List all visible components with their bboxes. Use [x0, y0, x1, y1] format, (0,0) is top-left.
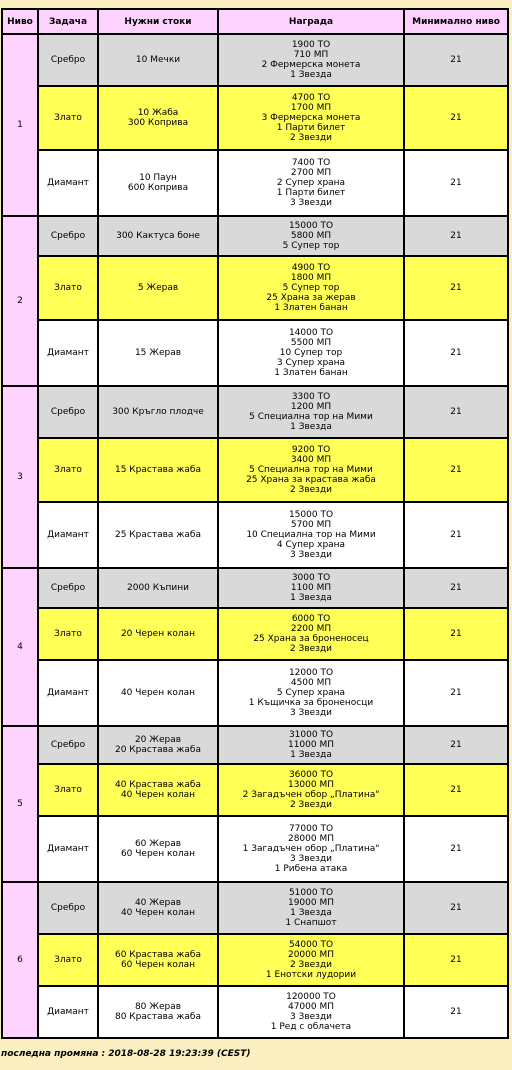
task-type-cell: Злато — [38, 438, 98, 502]
reward-cell — [218, 764, 404, 816]
task-type-cell: Диамант — [38, 502, 98, 568]
goods-cell — [98, 882, 218, 934]
reward-cell — [218, 568, 404, 608]
goods-line: 300 Коприва — [127, 118, 189, 128]
reward-line: 4900 ТО — [291, 263, 331, 273]
reward-line: 2 Загадъчен обор „Платина" — [242, 790, 380, 800]
min-level-cell: 21 — [404, 320, 508, 386]
reward-line: 1 Енотски лудории — [265, 970, 357, 980]
reward-line: 5500 МП — [290, 338, 332, 348]
reward-line: 54000 ТО — [288, 940, 334, 950]
task-type-cell: Сребро — [38, 34, 98, 86]
reward-line: 10 Специална тор на Мими — [246, 530, 376, 540]
reward-line: 2 Звезди — [289, 644, 333, 654]
reward-line: 1 Ред с облачета — [270, 1022, 352, 1032]
reward-cell — [218, 502, 404, 568]
level-cell: 1 — [2, 34, 38, 216]
reward-line: 25 Храна за броненосец — [253, 634, 369, 644]
table-row — [2, 726, 508, 764]
reward-line: 1700 МП — [290, 103, 332, 113]
header-reward: Награда — [218, 9, 404, 34]
goods-cell — [98, 568, 218, 608]
reward-line: 1900 ТО — [291, 40, 331, 50]
min-level-cell: 21 — [404, 608, 508, 660]
min-level-cell: 21 — [404, 216, 508, 256]
goods-line: 80 Жерав — [134, 1002, 182, 1012]
reward-line: 5 Специална тор на Мими — [249, 412, 373, 422]
reward-line: 1 Звезда — [290, 908, 332, 918]
goods-line: 60 Черен колан — [120, 960, 196, 970]
reward-cell — [218, 86, 404, 150]
goods-line: 60 Жерав — [134, 839, 182, 849]
table-row — [2, 256, 508, 320]
reward-line: 3 Звезди — [289, 854, 333, 864]
min-level-cell: 21 — [404, 816, 508, 882]
min-level-cell: 21 — [404, 34, 508, 86]
task-type-cell: Сребро — [38, 882, 98, 934]
goods-line: 15 Крастава жаба — [114, 465, 201, 475]
goods-line: 25 Крастава жаба — [114, 530, 201, 540]
task-type-cell: Диамант — [38, 986, 98, 1038]
reward-line: 3 Звезди — [289, 1012, 333, 1022]
goods-cell — [98, 34, 218, 86]
goods-cell — [98, 86, 218, 150]
goods-cell — [98, 986, 218, 1038]
reward-line: 3000 ТО — [291, 573, 331, 583]
reward-line: 31000 ТО — [288, 730, 334, 740]
goods-cell — [98, 726, 218, 764]
reward-line: 36000 ТО — [288, 770, 334, 780]
reward-line: 15000 ТО — [288, 510, 334, 520]
reward-line: 3 Звезди — [289, 198, 333, 208]
reward-line: 1100 МП — [290, 583, 332, 593]
task-type-cell: Злато — [38, 608, 98, 660]
goods-cell — [98, 764, 218, 816]
reward-line: 120000 ТО — [286, 992, 336, 1002]
task-type-cell: Диамант — [38, 816, 98, 882]
task-type-cell: Сребро — [38, 216, 98, 256]
goods-line: 5 Жерав — [137, 283, 179, 293]
min-level-cell: 21 — [404, 438, 508, 502]
reward-line: 1 Загадъчен обор „Платина" — [242, 844, 380, 854]
reward-cell — [218, 660, 404, 726]
reward-line: 77000 ТО — [288, 824, 334, 834]
goods-line: 10 Жаба — [137, 108, 179, 118]
goods-cell — [98, 816, 218, 882]
last-modified: последна промяна : 2018-08-28 19:23:39 (CEST) — [1, 1049, 251, 1059]
reward-line: 2 Фермерска монета — [261, 60, 361, 70]
table-row — [2, 986, 508, 1038]
table-row — [2, 608, 508, 660]
min-level-cell: 21 — [404, 660, 508, 726]
reward-line: 1 Звезда — [290, 422, 332, 432]
header-level: Ниво — [2, 9, 38, 34]
reward-line: 3 Фермерска монета — [261, 113, 361, 123]
goods-line: 10 Паун — [139, 173, 177, 183]
reward-line: 1 Къщичка за броненосци — [248, 698, 374, 708]
goods-cell — [98, 216, 218, 256]
table-row — [2, 660, 508, 726]
reward-line: 47000 МП — [287, 1002, 335, 1012]
reward-cell — [218, 216, 404, 256]
reward-line: 7400 ТО — [291, 158, 331, 168]
table-row — [2, 150, 508, 216]
goods-cell — [98, 386, 218, 438]
goods-line: 20 Крастава жаба — [114, 745, 201, 755]
reward-line: 1 Рибена атака — [274, 864, 348, 874]
task-type-cell: Сребро — [38, 726, 98, 764]
goods-cell — [98, 934, 218, 986]
reward-line: 1 Звезда — [290, 593, 332, 603]
reward-line: 710 МП — [293, 50, 329, 60]
min-level-cell: 21 — [404, 150, 508, 216]
goods-cell — [98, 320, 218, 386]
reward-cell — [218, 150, 404, 216]
reward-cell — [218, 816, 404, 882]
goods-line: 40 Крастава жаба — [114, 780, 201, 790]
reward-cell — [218, 256, 404, 320]
table-row — [2, 882, 508, 934]
reward-line: 9200 ТО — [291, 445, 331, 455]
task-type-cell: Диамант — [38, 150, 98, 216]
task-type-cell: Диамант — [38, 660, 98, 726]
min-level-cell: 21 — [404, 882, 508, 934]
reward-cell — [218, 386, 404, 438]
reward-line: 5 Супер тор — [282, 241, 340, 251]
min-level-cell: 21 — [404, 256, 508, 320]
goods-cell — [98, 256, 218, 320]
reward-line: 2 Звезди — [289, 485, 333, 495]
header-task: Задача — [38, 9, 98, 34]
min-level-cell: 21 — [404, 86, 508, 150]
reward-line: 5 Супер храна — [276, 688, 346, 698]
table-row — [2, 34, 508, 86]
reward-cell — [218, 726, 404, 764]
header-min-level: Минимално ниво — [404, 9, 508, 34]
task-type-cell: Сребро — [38, 386, 98, 438]
task-type-cell: Сребро — [38, 568, 98, 608]
reward-line: 5700 МП — [290, 520, 332, 530]
header-goods: Нужни стоки — [98, 9, 218, 34]
reward-line: 14000 ТО — [288, 328, 334, 338]
reward-line: 1 Парти билет — [276, 123, 346, 133]
table-row — [2, 86, 508, 150]
level-cell: 2 — [2, 216, 38, 386]
reward-cell — [218, 608, 404, 660]
reward-line: 2 Звезди — [289, 800, 333, 810]
reward-line: 20000 МП — [287, 950, 335, 960]
reward-line: 51000 ТО — [288, 888, 334, 898]
reward-line: 4 Супер храна — [276, 540, 346, 550]
table-row — [2, 934, 508, 986]
min-level-cell: 21 — [404, 386, 508, 438]
goods-cell — [98, 608, 218, 660]
table-row — [2, 764, 508, 816]
reward-line: 3400 МП — [290, 455, 332, 465]
reward-cell — [218, 438, 404, 502]
goods-cell — [98, 660, 218, 726]
goods-line: 60 Крастава жаба — [114, 950, 201, 960]
reward-line: 15000 ТО — [288, 221, 334, 231]
goods-line: 15 Жерав — [134, 348, 182, 358]
level-cell: 6 — [2, 882, 38, 1038]
level-cell: 4 — [2, 568, 38, 726]
goods-line: 20 Черен колан — [120, 629, 196, 639]
reward-cell — [218, 934, 404, 986]
min-level-cell: 21 — [404, 726, 508, 764]
reward-line: 2 Звезди — [289, 960, 333, 970]
level-cell: 5 — [2, 726, 38, 882]
reward-line: 2 Супер храна — [276, 178, 346, 188]
reward-line: 3 Супер храна — [276, 358, 346, 368]
min-level-cell: 21 — [404, 502, 508, 568]
goods-line: 80 Крастава жаба — [114, 1012, 201, 1022]
min-level-cell: 21 — [404, 568, 508, 608]
task-type-cell: Диамант — [38, 320, 98, 386]
task-type-cell: Злато — [38, 764, 98, 816]
reward-line: 1200 МП — [290, 402, 332, 412]
goods-cell — [98, 438, 218, 502]
goods-line: 40 Черен колан — [120, 908, 196, 918]
reward-line: 25 Храна за крастава жаба — [246, 475, 376, 485]
goods-line: 2000 Къпини — [127, 583, 189, 593]
level-cell: 3 — [2, 386, 38, 568]
table-row — [2, 216, 508, 256]
task-type-cell: Злато — [38, 86, 98, 150]
reward-line: 2 Звезди — [289, 133, 333, 143]
reward-line: 1 Парти билет — [276, 188, 346, 198]
reward-line: 5 Специална тор на Мими — [249, 465, 373, 475]
reward-line: 5 Супер тор — [282, 283, 340, 293]
reward-cell — [218, 882, 404, 934]
reward-line: 2200 МП — [290, 624, 332, 634]
table-row — [2, 816, 508, 882]
reward-line: 1 Звезда — [290, 750, 332, 760]
reward-line: 3300 ТО — [291, 392, 331, 402]
reward-cell — [218, 986, 404, 1038]
goods-line: 300 Кактуса боне — [116, 231, 200, 241]
goods-cell — [98, 150, 218, 216]
reward-line: 1 Златен банан — [274, 303, 348, 313]
task-type-cell: Злато — [38, 934, 98, 986]
goods-line: 600 Коприва — [127, 183, 189, 193]
goods-line: 40 Черен колан — [120, 688, 196, 698]
task-type-cell: Злато — [38, 256, 98, 320]
reward-line: 3 Звезди — [289, 708, 333, 718]
reward-cell — [218, 320, 404, 386]
table-body — [2, 34, 508, 1038]
reward-line: 1 Звезда — [290, 70, 332, 80]
reward-line: 1800 МП — [290, 273, 332, 283]
goods-line: 300 Кръгло плодче — [112, 407, 204, 417]
table-row — [2, 438, 508, 502]
goods-line: 20 Жерав — [134, 735, 182, 745]
tasks-table — [1, 8, 509, 1039]
goods-line: 40 Черен колан — [120, 790, 196, 800]
goods-line: 60 Черен колан — [120, 849, 196, 859]
reward-line: 25 Храна за жерав — [266, 293, 356, 303]
header-row — [2, 9, 508, 34]
reward-line: 1 Снапшот — [285, 918, 337, 928]
reward-line: 13000 МП — [287, 780, 335, 790]
reward-line: 12000 ТО — [288, 668, 334, 678]
min-level-cell: 21 — [404, 934, 508, 986]
reward-line: 4700 ТО — [291, 93, 331, 103]
reward-cell — [218, 34, 404, 86]
reward-line: 19000 МП — [287, 898, 335, 908]
reward-line: 10 Супер тор — [279, 348, 343, 358]
min-level-cell: 21 — [404, 986, 508, 1038]
reward-line: 1 Златен банан — [274, 368, 348, 378]
goods-cell — [98, 502, 218, 568]
reward-line: 2700 МП — [290, 168, 332, 178]
reward-line: 6000 ТО — [291, 614, 331, 624]
reward-line: 28000 МП — [287, 834, 335, 844]
goods-line: 10 Мечки — [135, 55, 181, 65]
table-row — [2, 502, 508, 568]
table-row — [2, 320, 508, 386]
reward-line: 11000 МП — [287, 740, 335, 750]
goods-line: 40 Жерав — [134, 898, 182, 908]
table-row — [2, 386, 508, 438]
reward-line: 5800 МП — [290, 231, 332, 241]
min-level-cell: 21 — [404, 764, 508, 816]
table-row — [2, 568, 508, 608]
reward-line: 3 Звезди — [289, 550, 333, 560]
reward-line: 4500 МП — [290, 678, 332, 688]
